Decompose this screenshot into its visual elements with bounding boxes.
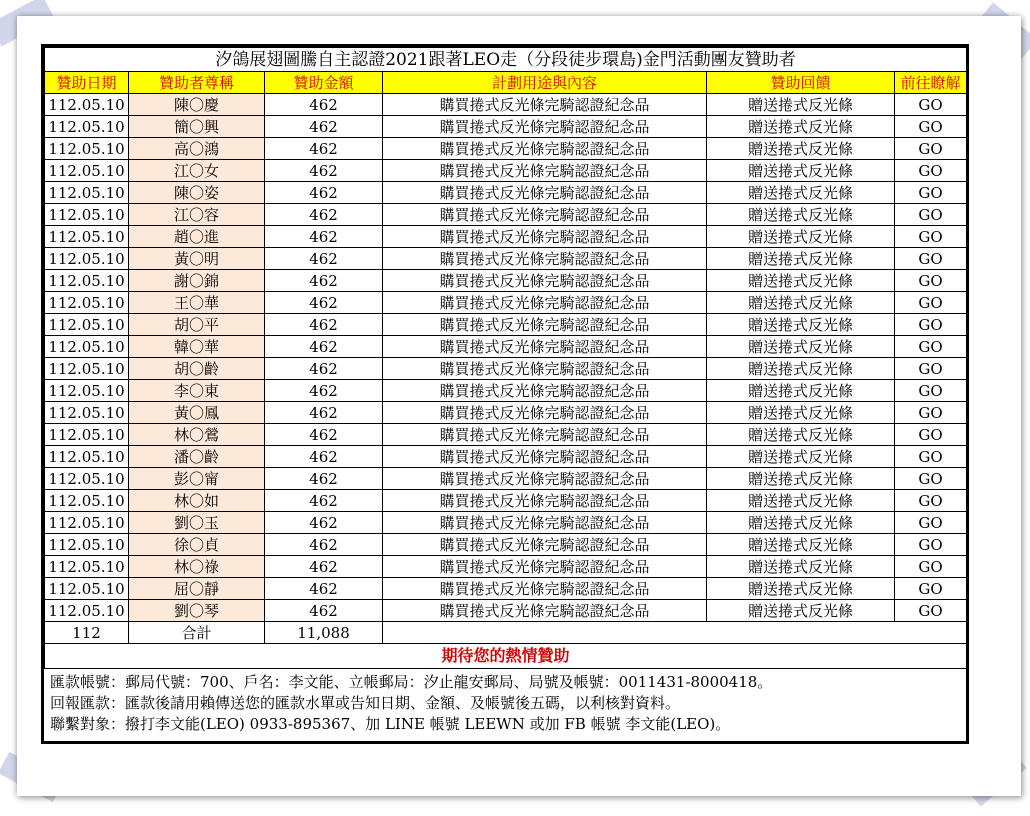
total-year: 112 — [45, 622, 129, 644]
cell-reward: 贈送捲式反光條 — [707, 226, 895, 248]
cell-sponsor: 彭〇甯 — [129, 468, 265, 490]
go-link[interactable]: GO — [895, 138, 967, 160]
cell-reward: 贈送捲式反光條 — [707, 182, 895, 204]
go-link[interactable]: GO — [895, 116, 967, 138]
table-row — [45, 600, 967, 622]
cell-reward: 贈送捲式反光條 — [707, 534, 895, 556]
table-row — [45, 402, 967, 424]
cell-reward: 贈送捲式反光條 — [707, 336, 895, 358]
go-link[interactable]: GO — [895, 270, 967, 292]
go-link[interactable]: GO — [895, 182, 967, 204]
table-row — [45, 248, 967, 270]
go-link[interactable]: GO — [895, 160, 967, 182]
cell-reward: 贈送捲式反光條 — [707, 380, 895, 402]
cell-purpose: 購買捲式反光條完騎認證紀念品 — [383, 116, 707, 138]
table-row — [45, 490, 967, 512]
total-label: 合計 — [129, 622, 265, 644]
note-contact: 聯繫對象：撥打李文能(LEO) 0933-895367、加 LINE 帳號 LEEWN 或加 FB 帳號 李文能(LEO)。 — [50, 715, 731, 733]
cell-purpose: 購買捲式反光條完騎認證紀念品 — [383, 490, 707, 512]
cell-purpose: 購買捲式反光條完騎認證紀念品 — [383, 424, 707, 446]
cell-reward: 贈送捲式反光條 — [707, 248, 895, 270]
cell-reward: 贈送捲式反光條 — [707, 138, 895, 160]
cell-purpose: 購買捲式反光條完騎認證紀念品 — [383, 512, 707, 534]
table-row — [45, 468, 967, 490]
cell-amount: 462 — [265, 380, 383, 402]
table-row — [45, 578, 967, 600]
cell-amount: 462 — [265, 534, 383, 556]
cell-amount: 462 — [265, 226, 383, 248]
cell-date: 112.05.10 — [45, 490, 129, 512]
cell-sponsor: 簡〇興 — [129, 116, 265, 138]
remittance-notes — [44, 669, 966, 735]
cell-amount: 462 — [265, 468, 383, 490]
cell-purpose: 購買捲式反光條完騎認證紀念品 — [383, 182, 707, 204]
table-row — [45, 138, 967, 160]
sheet-title: 汐鴿展翅圖騰自主認證2021跟著LEO走（分段徒步環島)金門活動團友贊助者 — [45, 48, 967, 72]
cell-sponsor: 陳〇慶 — [129, 94, 265, 116]
cell-sponsor: 江〇女 — [129, 160, 265, 182]
table-row — [45, 270, 967, 292]
cell-date: 112.05.10 — [45, 116, 129, 138]
cell-sponsor: 林〇如 — [129, 490, 265, 512]
table-row — [45, 556, 967, 578]
cell-amount: 462 — [265, 578, 383, 600]
cell-reward: 贈送捲式反光條 — [707, 160, 895, 182]
table-row — [45, 116, 967, 138]
go-link[interactable]: GO — [895, 336, 967, 358]
go-link[interactable]: GO — [895, 512, 967, 534]
cell-purpose: 購買捲式反光條完騎認證紀念品 — [383, 336, 707, 358]
go-link[interactable]: GO — [895, 380, 967, 402]
cell-reward: 贈送捲式反光條 — [707, 600, 895, 622]
table-row — [45, 94, 967, 116]
cell-date: 112.05.10 — [45, 512, 129, 534]
cell-amount: 462 — [265, 314, 383, 336]
cell-date: 112.05.10 — [45, 160, 129, 182]
table-header-row — [45, 72, 967, 94]
cell-amount: 462 — [265, 160, 383, 182]
cell-date: 112.05.10 — [45, 204, 129, 226]
go-link[interactable]: GO — [895, 358, 967, 380]
cell-amount: 462 — [265, 204, 383, 226]
cell-date: 112.05.10 — [45, 138, 129, 160]
cell-sponsor: 胡〇齡 — [129, 358, 265, 380]
cell-reward: 贈送捲式反光條 — [707, 424, 895, 446]
cell-purpose: 購買捲式反光條完騎認證紀念品 — [383, 226, 707, 248]
cell-date: 112.05.10 — [45, 314, 129, 336]
cell-amount: 462 — [265, 336, 383, 358]
cell-date: 112.05.10 — [45, 94, 129, 116]
table-row — [45, 226, 967, 248]
cell-reward: 贈送捲式反光條 — [707, 578, 895, 600]
total-blank — [383, 622, 967, 644]
total-amount: 11,088 — [265, 622, 383, 644]
cell-sponsor: 趙〇進 — [129, 226, 265, 248]
cell-sponsor: 潘〇齡 — [129, 446, 265, 468]
cell-purpose: 購買捲式反光條完騎認證紀念品 — [383, 248, 707, 270]
cell-sponsor: 高〇鴻 — [129, 138, 265, 160]
table-row — [45, 204, 967, 226]
table-row — [45, 512, 967, 534]
cell-reward: 贈送捲式反光條 — [707, 358, 895, 380]
cell-sponsor: 劉〇玉 — [129, 512, 265, 534]
header-amount: 贊助金額 — [265, 72, 383, 94]
cell-purpose: 購買捲式反光條完騎認證紀念品 — [383, 94, 707, 116]
go-link[interactable]: GO — [895, 490, 967, 512]
table-row — [45, 358, 967, 380]
cell-purpose: 購買捲式反光條完騎認證紀念品 — [383, 468, 707, 490]
cell-reward: 贈送捲式反光條 — [707, 490, 895, 512]
cell-date: 112.05.10 — [45, 248, 129, 270]
table-row — [45, 292, 967, 314]
cell-sponsor: 黃〇鳳 — [129, 402, 265, 424]
cell-amount: 462 — [265, 600, 383, 622]
cell-date: 112.05.10 — [45, 336, 129, 358]
cell-purpose: 購買捲式反光條完騎認證紀念品 — [383, 314, 707, 336]
cell-date: 112.05.10 — [45, 380, 129, 402]
go-link[interactable]: GO — [895, 248, 967, 270]
cell-date: 112.05.10 — [45, 402, 129, 424]
go-link[interactable]: GO — [895, 402, 967, 424]
cell-purpose: 購買捲式反光條完騎認證紀念品 — [383, 358, 707, 380]
cell-amount: 462 — [265, 138, 383, 160]
cell-purpose: 購買捲式反光條完騎認證紀念品 — [383, 204, 707, 226]
header-sponsor: 贊助者尊稱 — [129, 72, 265, 94]
cell-sponsor: 陳〇姿 — [129, 182, 265, 204]
cell-purpose: 購買捲式反光條完騎認證紀念品 — [383, 578, 707, 600]
cell-sponsor: 李〇東 — [129, 380, 265, 402]
cell-reward: 贈送捲式反光條 — [707, 270, 895, 292]
cell-reward: 贈送捲式反光條 — [707, 314, 895, 336]
table-row — [45, 182, 967, 204]
cell-amount: 462 — [265, 248, 383, 270]
header-purpose: 計劃用途與內容 — [383, 72, 707, 94]
go-link[interactable]: GO — [895, 556, 967, 578]
cell-sponsor: 劉〇琴 — [129, 600, 265, 622]
cell-date: 112.05.10 — [45, 424, 129, 446]
cell-reward: 贈送捲式反光條 — [707, 556, 895, 578]
total-row — [45, 622, 967, 644]
cell-sponsor: 林〇鶯 — [129, 424, 265, 446]
cell-amount: 462 — [265, 490, 383, 512]
cell-amount: 462 — [265, 446, 383, 468]
cell-purpose: 購買捲式反光條完騎認證紀念品 — [383, 446, 707, 468]
cell-purpose: 購買捲式反光條完騎認證紀念品 — [383, 402, 707, 424]
cell-sponsor: 林〇祿 — [129, 556, 265, 578]
cell-date: 112.05.10 — [45, 270, 129, 292]
cell-date: 112.05.10 — [45, 292, 129, 314]
note-report: 回報匯款：匯款後請用賴傳送您的匯款水單或告知日期、金額、及帳號後五碼，以利核對資料。 — [50, 694, 681, 712]
cell-amount: 462 — [265, 512, 383, 534]
cell-purpose: 購買捲式反光條完騎認證紀念品 — [383, 600, 707, 622]
cell-purpose: 購買捲式反光條完騎認證紀念品 — [383, 138, 707, 160]
cell-date: 112.05.10 — [45, 468, 129, 490]
note-account: 匯款帳號：郵局代號：700、戶名：李文能、立帳郵局：汐止龍安郵局、局號及帳號：0011431-8000418。 — [50, 673, 773, 691]
go-link[interactable]: GO — [895, 600, 967, 622]
cell-amount: 462 — [265, 402, 383, 424]
go-link[interactable]: GO — [895, 424, 967, 446]
header-link: 前往瞭解 — [895, 72, 967, 94]
cell-date: 112.05.10 — [45, 446, 129, 468]
table-row — [45, 534, 967, 556]
cell-reward: 贈送捲式反光條 — [707, 512, 895, 534]
cell-sponsor: 黃〇明 — [129, 248, 265, 270]
table-row — [45, 336, 967, 358]
cell-sponsor: 徐〇貞 — [129, 534, 265, 556]
table-row — [45, 160, 967, 182]
cell-sponsor: 江〇容 — [129, 204, 265, 226]
cell-amount: 462 — [265, 94, 383, 116]
table-row — [45, 446, 967, 468]
cell-date: 112.05.10 — [45, 226, 129, 248]
go-link[interactable]: GO — [895, 94, 967, 116]
cell-purpose: 購買捲式反光條完騎認證紀念品 — [383, 380, 707, 402]
table-row — [45, 380, 967, 402]
cell-reward: 贈送捲式反光條 — [707, 402, 895, 424]
cell-date: 112.05.10 — [45, 182, 129, 204]
cell-sponsor: 屈〇靜 — [129, 578, 265, 600]
sponsor-table — [44, 47, 967, 669]
cell-amount: 462 — [265, 270, 383, 292]
cell-sponsor: 胡〇平 — [129, 314, 265, 336]
cell-amount: 462 — [265, 292, 383, 314]
cell-reward: 贈送捲式反光條 — [707, 116, 895, 138]
go-link[interactable]: GO — [895, 314, 967, 336]
cell-purpose: 購買捲式反光條完騎認證紀念品 — [383, 292, 707, 314]
cell-date: 112.05.10 — [45, 534, 129, 556]
cell-amount: 462 — [265, 116, 383, 138]
cell-sponsor: 韓〇華 — [129, 336, 265, 358]
header-reward: 贊助回饋 — [707, 72, 895, 94]
cell-reward: 贈送捲式反光條 — [707, 468, 895, 490]
go-link[interactable]: GO — [895, 578, 967, 600]
header-date: 贊助日期 — [45, 72, 129, 94]
cell-date: 112.05.10 — [45, 358, 129, 380]
cell-reward: 贈送捲式反光條 — [707, 446, 895, 468]
table-row — [45, 424, 967, 446]
cell-date: 112.05.10 — [45, 600, 129, 622]
go-link[interactable]: GO — [895, 292, 967, 314]
cell-reward: 贈送捲式反光條 — [707, 94, 895, 116]
cell-amount: 462 — [265, 182, 383, 204]
cell-purpose: 購買捲式反光條完騎認證紀念品 — [383, 270, 707, 292]
cell-date: 112.05.10 — [45, 578, 129, 600]
cell-purpose: 購買捲式反光條完騎認證紀念品 — [383, 556, 707, 578]
cell-reward: 贈送捲式反光條 — [707, 204, 895, 226]
cell-amount: 462 — [265, 424, 383, 446]
cell-purpose: 購買捲式反光條完騎認證紀念品 — [383, 160, 707, 182]
cell-date: 112.05.10 — [45, 556, 129, 578]
cell-reward: 贈送捲式反光條 — [707, 292, 895, 314]
cell-sponsor: 謝〇錦 — [129, 270, 265, 292]
cell-amount: 462 — [265, 358, 383, 380]
appeal-message: 期待您的熱情贊助 — [45, 644, 967, 669]
go-link[interactable]: GO — [895, 446, 967, 468]
go-link[interactable]: GO — [895, 534, 967, 556]
sponsor-sheet — [41, 44, 969, 744]
go-link[interactable]: GO — [895, 204, 967, 226]
cell-sponsor: 王〇華 — [129, 292, 265, 314]
cell-amount: 462 — [265, 556, 383, 578]
table-row — [45, 314, 967, 336]
go-link[interactable]: GO — [895, 468, 967, 490]
cell-purpose: 購買捲式反光條完騎認證紀念品 — [383, 534, 707, 556]
go-link[interactable]: GO — [895, 226, 967, 248]
